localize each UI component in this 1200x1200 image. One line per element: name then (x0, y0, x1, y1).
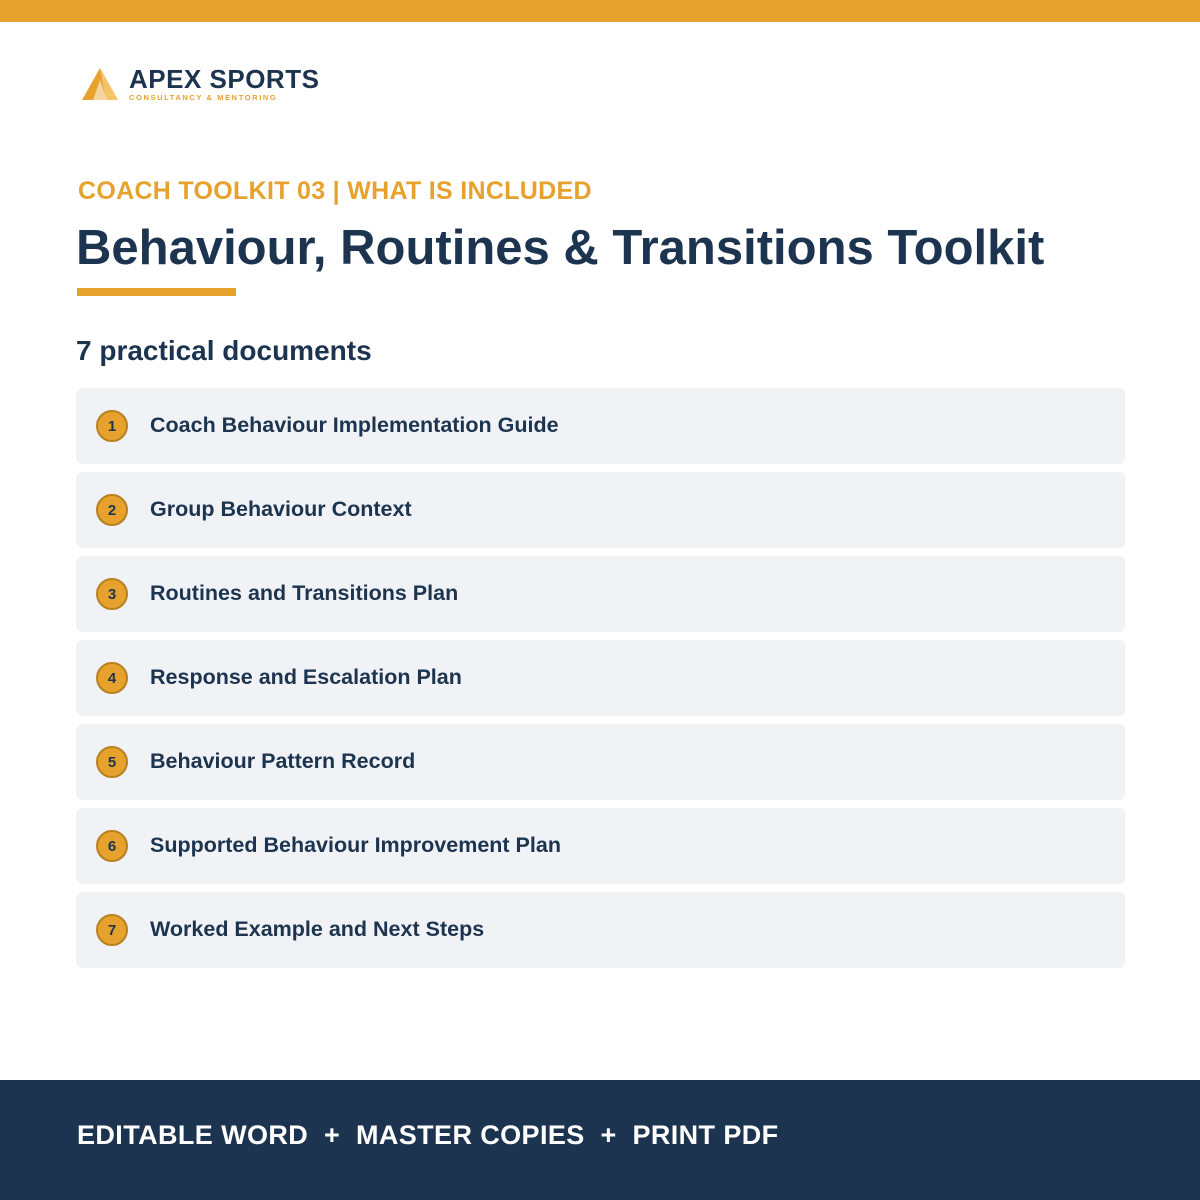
document-item (76, 472, 1125, 548)
number-badge: 4 (96, 662, 128, 694)
number-badge: 3 (96, 578, 128, 610)
documents-heading: 7 practical documents (76, 335, 372, 366)
title-underline (77, 288, 236, 296)
eyebrow-label: COACH TOOLKIT 03 | WHAT IS INCLUDED (78, 177, 592, 205)
document-item (76, 556, 1125, 632)
footer-bar (0, 1080, 1200, 1200)
top-accent-bar (0, 0, 1200, 22)
document-title: Group Behaviour Context (150, 497, 412, 521)
footer-formats: EDITABLE WORD + MASTER COPIES + PRINT PDF (77, 1120, 779, 1150)
document-item (76, 724, 1125, 800)
document-title: Supported Behaviour Improvement Plan (150, 833, 561, 857)
document-title: Coach Behaviour Implementation Guide (150, 413, 559, 437)
number-badge: 6 (96, 830, 128, 862)
document-item (76, 640, 1125, 716)
document-item (76, 808, 1125, 884)
document-item (76, 388, 1125, 464)
number-badge: 5 (96, 746, 128, 778)
document-title: Response and Escalation Plan (150, 665, 462, 689)
document-item (76, 892, 1125, 968)
document-title: Worked Example and Next Steps (150, 917, 485, 941)
page-title: Behaviour, Routines & Transitions Toolkit (76, 221, 1045, 275)
number-badge: 1 (96, 410, 128, 442)
number-badge: 7 (96, 914, 128, 946)
document-title: Routines and Transitions Plan (150, 581, 459, 605)
documents-list (76, 388, 1125, 976)
mountain-peak-icon (80, 66, 120, 102)
brand-tagline: CONSULTANCY & MENTORING (129, 93, 278, 102)
document-title: Behaviour Pattern Record (150, 749, 416, 773)
brand-name: APEX SPORTS (129, 64, 320, 94)
number-badge: 2 (96, 494, 128, 526)
